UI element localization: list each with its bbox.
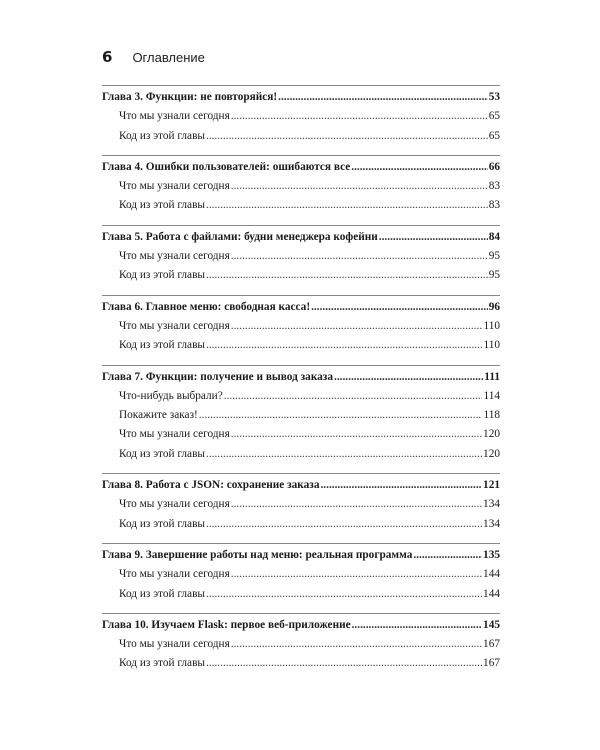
section-entry (102, 336, 500, 355)
section-entry-page: 65 (488, 110, 500, 123)
section-title: Оглавление (132, 50, 205, 65)
section-entry-page: 95 (488, 269, 500, 282)
section-entry (102, 107, 500, 126)
chapter-entry (102, 298, 500, 317)
chapter-entry-title: Глава 6. Главное меню: свободная касса! (102, 300, 311, 313)
page-number: 6 (102, 48, 113, 66)
section-entry-page: 167 (483, 638, 500, 651)
dot-leader (231, 635, 482, 654)
dot-leader (206, 196, 488, 215)
chapter-entry-title: Глава 4. Ошибки пользователей: ошибаются все (102, 160, 351, 173)
section-entry-page: 144 (483, 568, 500, 581)
section-entry-page: 120 (483, 428, 500, 441)
dot-leader (413, 546, 482, 565)
dot-leader (231, 495, 482, 514)
section-entry-title: Что мы узнали сегодня (119, 428, 230, 441)
chapter-block (102, 155, 500, 216)
chapter-block (102, 295, 500, 356)
section-entry-page: 83 (488, 180, 500, 193)
dot-leader (206, 127, 488, 146)
section-entry (102, 177, 500, 196)
section-entry-title: Код из этой главы (119, 517, 205, 530)
chapter-entry (102, 88, 500, 107)
dot-leader (206, 654, 482, 673)
dot-leader (334, 368, 483, 387)
section-entry (102, 387, 500, 406)
dot-leader (320, 476, 482, 495)
section-entry (102, 425, 500, 444)
chapter-entry-title: Глава 7. Функции: получение и вывод заказа (102, 370, 333, 383)
chapter-entry-title: Глава 5. Работа с файлами: будни менеджера кофейни (102, 230, 378, 243)
section-entry-title: Код из этой главы (119, 199, 205, 212)
chapter-entry-page: 96 (488, 300, 500, 313)
dot-leader (231, 565, 482, 584)
chapter-entry (102, 546, 500, 565)
dot-leader (278, 88, 488, 107)
chapter-entry (102, 616, 500, 635)
dot-leader (231, 177, 488, 196)
dot-leader (199, 406, 483, 425)
section-entry-page: 114 (483, 389, 500, 402)
dot-leader (231, 107, 488, 126)
section-entry-page: 134 (483, 498, 500, 511)
section-entry-title: Что мы узнали сегодня (119, 110, 230, 123)
section-entry-page: 144 (483, 587, 500, 600)
dot-leader (206, 266, 488, 285)
section-entry-page: 110 (483, 339, 500, 352)
section-entry (102, 317, 500, 336)
running-header (102, 48, 205, 66)
section-entry-title: Что мы узнали сегодня (119, 319, 230, 332)
chapter-entry-title: Глава 10. Изучаем Flask: первое веб-приложение (102, 618, 351, 631)
section-entry-title: Что мы узнали сегодня (119, 180, 230, 193)
chapter-block (102, 543, 500, 604)
chapter-entry-title: Глава 9. Завершение работы над меню: реальная программа (102, 548, 413, 561)
dot-leader (231, 425, 482, 444)
chapter-entry-title: Глава 3. Функции: не повторяйся! (102, 91, 278, 103)
dot-leader (206, 585, 482, 604)
chapter-entry-page: 66 (488, 160, 500, 173)
section-entry (102, 127, 500, 146)
chapter-entry-page: 111 (484, 370, 500, 383)
dot-leader (206, 336, 482, 355)
section-entry (102, 196, 500, 215)
chapter-entry-page: 84 (488, 230, 500, 243)
section-entry-title: Код из этой главы (119, 447, 205, 460)
section-entry (102, 266, 500, 285)
section-entry-title: Покажите заказ! (119, 409, 198, 422)
chapter-block (102, 85, 500, 146)
chapter-entry-page: 145 (483, 618, 500, 631)
dot-leader (351, 158, 487, 177)
section-entry-title: Код из этой главы (119, 339, 205, 352)
section-entry-title: Код из этой главы (119, 269, 205, 282)
section-entry-page: 110 (483, 319, 500, 332)
section-entry (102, 515, 500, 534)
section-entry-page: 118 (483, 409, 500, 422)
dot-leader (224, 387, 483, 406)
section-entry-page: 120 (483, 447, 500, 460)
chapter-block (102, 365, 500, 464)
chapter-entry (102, 228, 500, 247)
section-entry (102, 565, 500, 584)
section-entry-page: 83 (488, 199, 500, 212)
section-entry-page: 134 (483, 517, 500, 530)
chapter-entry-title: Глава 8. Работа с JSON: сохранение заказа (102, 479, 320, 492)
section-entry-page: 95 (488, 250, 500, 263)
dot-leader (206, 445, 482, 464)
chapter-entry (102, 368, 500, 387)
section-entry (102, 585, 500, 604)
chapter-entry (102, 476, 500, 495)
section-entry-title: Что мы узнали сегодня (119, 638, 230, 651)
section-entry-title: Что мы узнали сегодня (119, 568, 230, 581)
section-entry (102, 635, 500, 654)
chapter-entry-page: 121 (483, 479, 500, 492)
chapter-block (102, 225, 500, 286)
section-entry (102, 247, 500, 266)
dot-leader (352, 616, 482, 635)
section-entry-page: 167 (483, 657, 500, 670)
section-entry-page: 65 (488, 129, 500, 142)
dot-leader (311, 298, 488, 317)
section-entry (102, 445, 500, 464)
chapter-entry (102, 158, 500, 177)
chapter-entry-page: 135 (483, 548, 500, 561)
chapter-block (102, 473, 500, 534)
section-entry-title: Что мы узнали сегодня (119, 250, 230, 263)
section-entry-title: Код из этой главы (119, 657, 205, 670)
section-entry (102, 406, 500, 425)
dot-leader (206, 515, 482, 534)
section-entry-title: Что-нибудь выбрали? (119, 389, 223, 402)
dot-leader (231, 317, 483, 336)
table-of-contents (102, 85, 500, 683)
chapter-entry-page: 53 (488, 91, 500, 103)
section-entry-title: Что мы узнали сегодня (119, 498, 230, 511)
section-entry-title: Код из этой главы (119, 587, 205, 600)
dot-leader (231, 247, 488, 266)
section-entry (102, 495, 500, 514)
section-entry-title: Код из этой главы (119, 129, 205, 142)
dot-leader (379, 228, 488, 247)
chapter-block (102, 613, 500, 674)
section-entry (102, 654, 500, 673)
